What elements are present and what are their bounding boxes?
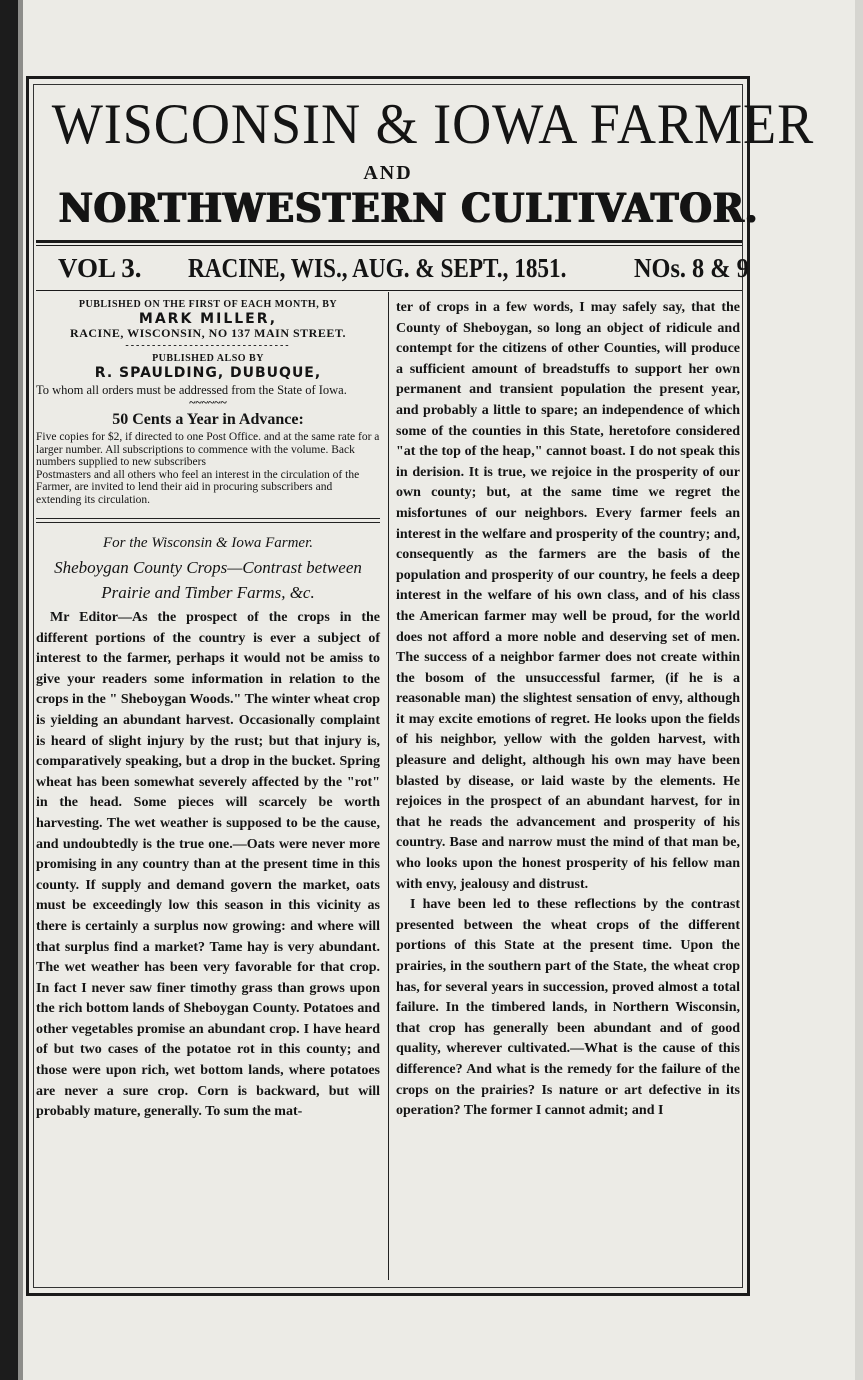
title-and: AND <box>363 162 413 184</box>
subscription-terms: Five copies for $2, if directed to one Post Office. and at the same rate for a larger number. All subscriptions to commence with the volume. Back numbers supplied to new subscribers <box>36 431 380 468</box>
article-paragraph: ter of crops in a few words, I may safely say, that the County of Sheboygan, so long an object of ridicule and contempt for the citizens of other Counties, will produce a sufficient amount of breadstuffs to support her own permanent and transient population the present year, and probably a little to spare; an independence of which some of the counties in this State, heretofore considered "at the top of the heap," cannot boast. I do not speak this in derision. It is true, we rejoice in the prosperity of our own county; but, at the same time we regret the misfortunes of our neighbors. Every farmer feels an interest in the welfare and prosperity of the country; and, consequently as the farmers are the basis of the population and prosperity of our country, he feels a deep interest in the welfare of his own class, and of his class the American farmer may well be proud, for the world does not afford a more noble and deserving set of men. The success of a neighbor farmer does not create within the bosom of the unsuccessful farmer, (if he is a reasonable man) the slightest sensation of envy, although it may excite emotions of regret. He looks upon the fields of his neighbor, yellow with the golden harvest, with pleasure and delight, although his own may have been blasted by disease, or laid waste by the elements. He rejoices in the prospect of an abundant harvest, for in that he reads the advancement and prosperity of his country. Base and narrow must the mind of that man be, who looks upon the honest prosperity of his fellow man with envy, jealousy and distrust. <box>396 300 740 892</box>
also-published-label: PUBLISHED ALSO BY <box>152 353 264 364</box>
page-binding-edge <box>0 0 18 1380</box>
masthead-rule-thin <box>36 245 742 246</box>
publisher-intro: PUBLISHED ON THE FIRST OF EACH MONTH, BY <box>78 299 338 310</box>
masthead <box>34 92 815 234</box>
postmasters-note: Postmasters and all others who feel an interest in the circulation of the Farmer, are invited to lend their aid in procuring subscribers and extending its circulation. <box>36 468 360 506</box>
subscription-price: 50 Cents a Year in Advance: <box>112 411 304 428</box>
column-separator <box>388 292 389 1280</box>
title-line-2: NORTHWESTERN CULTIVATOR. <box>58 185 759 232</box>
title-line-1: WISCONSIN & IOWA FARMER <box>51 93 815 156</box>
dash-divider: ------------------------------- <box>125 340 291 351</box>
article-body-left <box>36 608 380 1123</box>
also-publisher-name: R. SPAULDING, DUBUQUE, <box>94 365 322 381</box>
masthead-rule <box>36 240 742 243</box>
article-paragraph: I have been led to these reflections by the contrast presented between the wheat crops of the different portions of this State at the present time. Upon the prairies, in the southern part of the State, the wheat crop has, for several years in succession, proved almost a total failure. In the timbered lands, in Northern Wisconsin, that crop has generally been abundant and of good quality, wherever cultivated.—What is the cause of this difference? And what is the remedy for the failure of the crops on the prairies? Is nature or art defective in its operation? The former I cannot admit; and I <box>396 897 740 1119</box>
article-body-right <box>396 298 740 1122</box>
article-headline: Sheboygan County Crops—Contrast between Prairie and Timber Farms, &c. <box>54 558 362 602</box>
issue-rule <box>36 290 742 291</box>
publisher-name: MARK MILLER, <box>138 311 278 327</box>
issue-numbers: NOs. 8 & 9 <box>634 253 749 283</box>
left-column <box>36 298 380 1123</box>
orders-note: To whom all orders must be addressed from the State of Iowa. <box>36 383 347 397</box>
publisher-block <box>36 298 380 380</box>
article-source: For the Wisconsin & Iowa Farmer. <box>103 535 313 551</box>
section-double-rule <box>36 518 380 523</box>
volume-number: VOL 3. <box>58 253 142 283</box>
right-column <box>396 298 740 1122</box>
issue-place-date: RACINE, WIS., AUG. & SEPT., 1851. <box>188 253 567 283</box>
issue-line <box>36 248 749 288</box>
publisher-address: RACINE, WISCONSIN, NO 137 MAIN STREET. <box>70 326 346 340</box>
page-right-edge <box>855 0 863 1380</box>
tilde-divider: ~~~~~~ <box>189 395 227 409</box>
page-binding-shadow <box>18 0 23 1380</box>
article-paragraph: Mr Editor—As the prospect of the crops in the different portions of the country is ever a subject of interest to the farmer, perhaps it would not be amiss to give your readers some information in relation to the crops in the " Sheboygan Woods." The winter wheat crop is yielding an abundant harvest. Occasionally complaint is heard of slight injury by the rust; but that injury is, comparatively speaking, but a drop in the bucket. Spring wheat has been somewhat severely affected by the "rot" in the head. Some pieces will scarcely be worth harvesting. The wet weather is supposed to be the cause, and undoubtedly is the true one.—Oats were never more promising in any country than at the present time in this county. If supply and demand govern the market, oats must be exceedingly low this season in this vicinity as there is certainly a surplus now growing: and where will that surplus find a market? Tame hay is very abundant. The wet weather has been very favorable for that crop. In fact I never saw finer timothy grass than grows upon the rich bottom lands of Sheboygan County. Potatoes and other vegetables promise an abundant crop. I have heard of but two cases of the potatoe rot in this county; and those were upon rich, wet bottom lands, where potatoes are never a sure crop. Corn is backward, but will probably mature, generally. To sum the mat- <box>36 610 380 1120</box>
